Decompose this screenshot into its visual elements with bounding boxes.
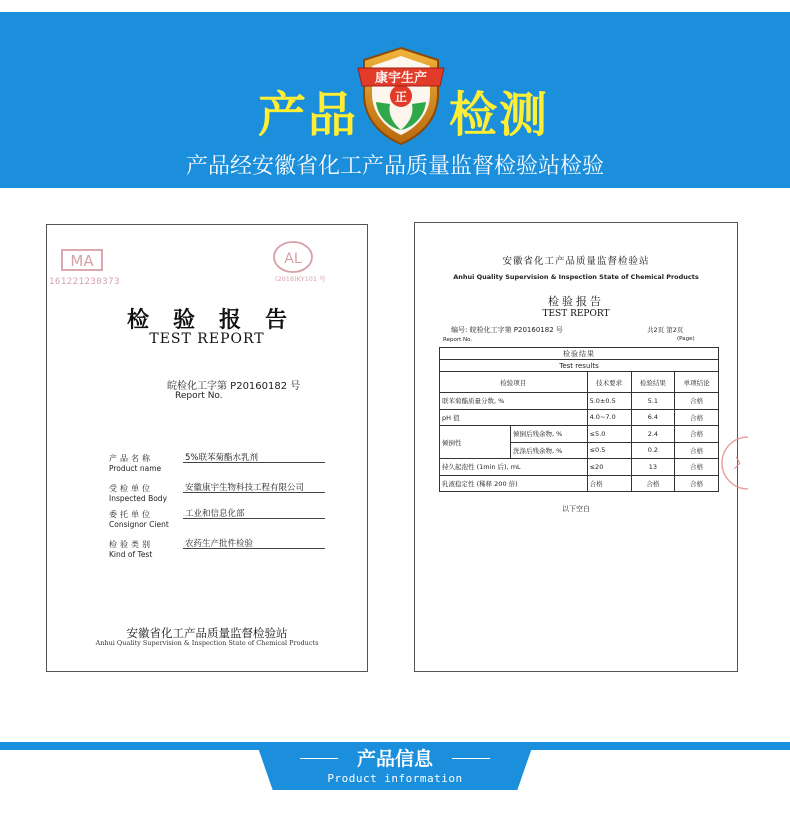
doc2-org-cn: 安徽省化工产品质量监督检验站 [502, 256, 650, 267]
results-table [439, 347, 719, 492]
doc2-org-en: Anhui Quality Supervision & Inspection State of Chemical Products [453, 273, 699, 281]
table-row: 洗涤后残余物, % ≤0.5 0.2 合格 [440, 442, 719, 459]
header-title-left: 产品 [258, 87, 359, 143]
doc2-page-label-en: (Page) [677, 336, 695, 342]
table-row: pH 值 4.0~7.0 6.4 合格 [440, 409, 719, 426]
table-row: 倾倒性 倾倒后残余物, % ≤5.0 2.4 合格 [440, 426, 719, 443]
report-title-en: TEST REPORT [149, 331, 265, 347]
cal-stamp-code: (2016)KY101 号 [275, 275, 326, 283]
doc1-footer-org-en: Anhui Quality Supervision & Inspection State of Chemical Products [95, 639, 319, 647]
brand-badge-text: 康宇生产 [374, 71, 428, 86]
header-banner [0, 12, 790, 188]
svg-text:正: 正 [394, 90, 408, 104]
test-results-page [414, 222, 738, 672]
results-header-cn: 检验结果 [440, 348, 719, 360]
footer-title-cn: 产品信息 [356, 748, 433, 770]
ma-stamp-icon [59, 245, 105, 275]
doc1-footer-org-cn: 安徽省化工产品质量监督检验站 [126, 626, 288, 640]
doc2-report-number-en: Report No. [443, 337, 473, 343]
doc2-page-count: 共2页 第2页 [647, 326, 684, 334]
blank-below-note: 以下空白 [562, 505, 590, 513]
doc2-title-en: TEST REPORT [542, 309, 610, 319]
table-row: 联苯菊酯质量分数, % 5.0±0.5 5.1 合格 [440, 393, 719, 410]
red-seal-icon [718, 423, 748, 503]
test-report-cover: MA 161221230373 AL (2016)KY101 号 检验报告 TEST REPORT 皖检化工字第 P20160182 号 Report No. 产品名称 Product name 5%联苯菊酯水乳剂 受检单位 Inspected Body 安徽康宇生物科技工程有限公司 委托单位 Consignor Cient 工业和信息化部 检验类别 Kind of Test 农药生产批件检验 安徽省化工产品质量监督检验站 Anhui Quality Supervision & Inspection State of Chemical Products [46, 224, 368, 672]
svg-text:MA: MA [70, 252, 94, 270]
svg-text:AL: AL [284, 251, 302, 267]
doc2-report-number: 编号: 皖检化工字第 P20160182 号 [451, 326, 563, 334]
doc2-title-cn: 检验报告 [548, 295, 604, 308]
report-number: 皖检化工字第 P20160182 号 [167, 381, 301, 392]
results-header-en: Test results [440, 360, 719, 372]
brand-shield-logo [354, 42, 448, 148]
footer-title-en: Product information [327, 772, 463, 785]
table-header-row: 检验项目 技术要求 检验结果 单项结论 [440, 372, 719, 393]
header-title-right: 检测 [449, 87, 550, 143]
table-row: 持久起泡性 (1min 后), mL ≤20 13 合格 [440, 459, 719, 476]
cal-stamp-icon [271, 239, 315, 279]
report-number-label-en: Report No. [175, 391, 223, 401]
table-row: 乳液稳定性 (稀释 200 倍) 合格 合格 合格 [440, 475, 719, 492]
report-title-cn: 检验报告 [126, 307, 311, 333]
header-subtitle: 产品经安徽省化工产品质量监督检验站检验 [185, 154, 604, 179]
ma-stamp-code: 161221230373 [49, 277, 121, 287]
